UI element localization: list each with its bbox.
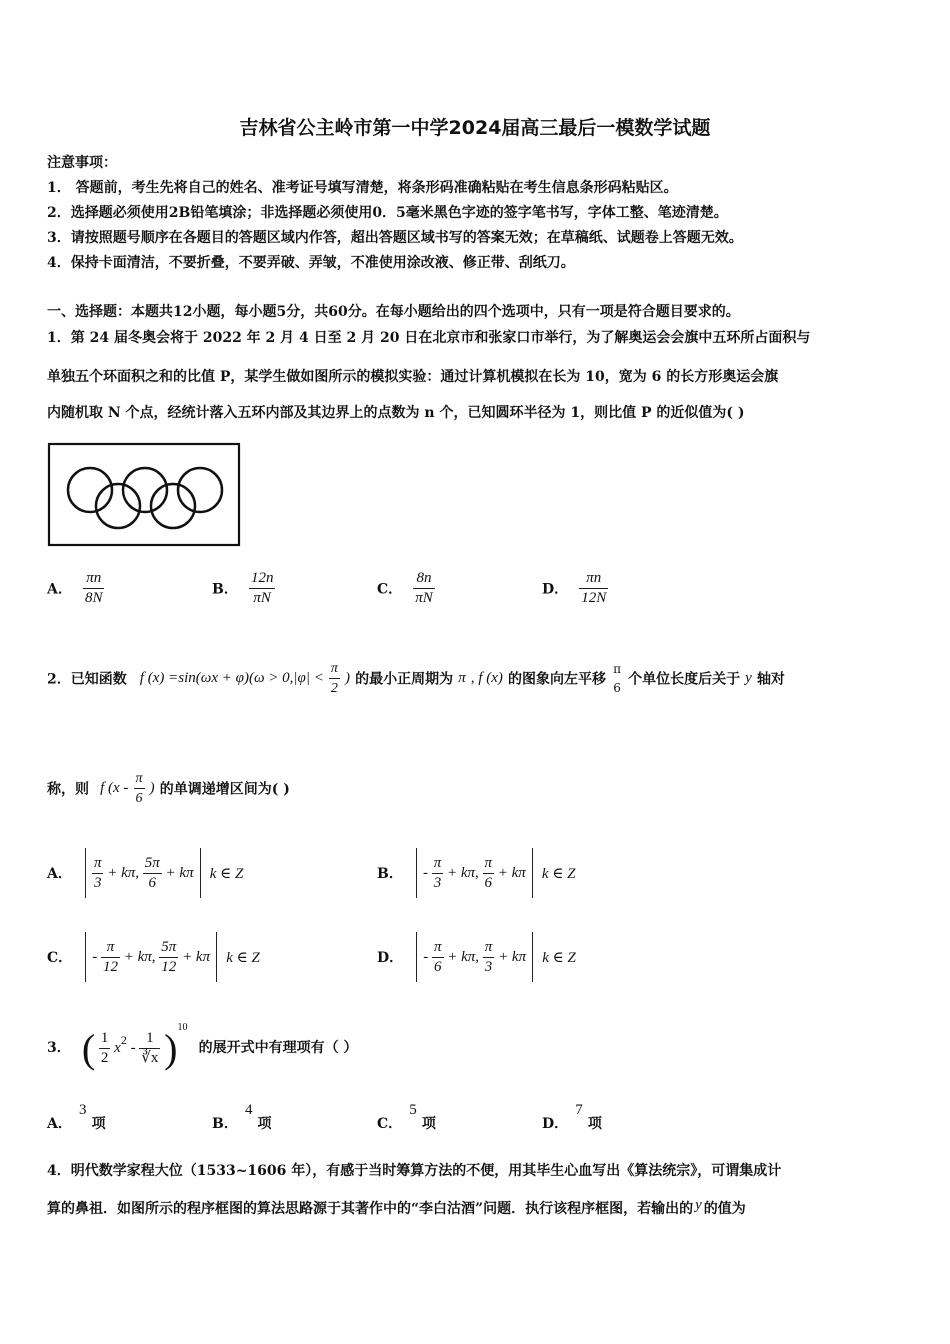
q1-line2: 单独五个环面积之和的比值 P，某学生做如图所示的模拟实验：通过计算机模拟在长为 10，宽为 6 的长方形奥运会旗 xyxy=(47,369,779,385)
notice-item-1: 1． 答题前，考生先将自己的姓名、准考证号填写清楚，将条形码准确粘贴在考生信息条形码粘贴区。 xyxy=(47,180,678,196)
q2-option-c[interactable]: C． - $\frac{\pi}{12}$ + kπ, $\frac{5\pi}{12}$ + kπ k ∈ Z xyxy=(47,932,260,982)
q2-option-b[interactable]: B． - $\frac{\pi}{3}$ + kπ, $\frac{\pi}{6}$ + kπ k ∈ Z xyxy=(377,848,576,898)
q1-option-a[interactable] xyxy=(47,570,104,607)
q2-option-a[interactable]: A． $\frac{\pi}{3}$ + kπ, $\frac{5\pi}{6}$ + kπ k ∈ Z xyxy=(47,848,243,898)
ring-5 xyxy=(151,484,195,528)
section-heading: 一、选择题：本题共12小题，每小题5分，共60分。在每小题给出的四个选项中，只有一项是符合题目要求的。 xyxy=(47,304,740,320)
option-label: D． xyxy=(542,581,569,598)
notice-item-3: 3．请按照题号顺序在各题目的答题区域内作答，超出答题区域书写的答案无效；在草稿纸、试题卷上答题无效。 xyxy=(47,230,743,246)
olympic-rings-figure xyxy=(47,442,242,548)
q1-option-b[interactable] xyxy=(212,570,275,607)
q3-option-d[interactable]: D． 7 项 xyxy=(542,1102,602,1132)
option-fraction: $\frac{\pi n}{8N}$ xyxy=(84,570,103,606)
page-title: 吉林省公主岭市第一中学2024届高三最后一模数学试题 xyxy=(239,117,711,139)
q4-line1: 4．明代数学家程大位（1533~1606 年），有感于当时筹算方法的不便，用其毕生心血写出《算法统宗》，可谓集成计 xyxy=(47,1163,782,1179)
q2-line1: 2．已知函数 f (x) =sin(ωx + φ)(ω > 0,|φ| < $\frac{\pi}{2}$ ) 的最小正周期为 π , f (x) 的图象向左平移 π 6 个单位长度后关于 y 轴对 xyxy=(47,661,785,696)
notice-item-2: 2．选择题必须使用2B铅笔填涂；非选择题必须使用0．5毫米黑色字迹的签字笔书写，字体工整、笔迹清楚。 xyxy=(47,205,728,221)
q2-line2: 称，则 f (x - $\frac{\pi}{6}$ ) 的单调递增区间为( ) xyxy=(47,771,290,806)
q1-option-d[interactable] xyxy=(542,570,608,607)
option-label: C． xyxy=(377,581,403,598)
q1-option-c[interactable] xyxy=(377,570,435,607)
q2-option-d[interactable]: D． - $\frac{\pi}{6}$ + kπ, $\frac{\pi}{3}$ + kπ k ∈ Z xyxy=(377,932,576,982)
ring-4 xyxy=(96,484,140,528)
q1-line3: 内随机取 N 个点，经统计落入五环内部及其边界上的点数为 n 个，已知圆环半径为 1，则比值 P 的近似值为( ) xyxy=(47,405,745,421)
ring-2 xyxy=(123,468,167,512)
q3-option-c[interactable]: C． 5 项 xyxy=(377,1102,436,1132)
q2-shift: π 6 xyxy=(613,661,621,695)
q3-expression: ( $\frac{1}{2}$ $x^2$ - $\frac{1}{∛x}$ )$^{10}$ xyxy=(81,1022,188,1072)
option-fraction: $\frac{8n}{\pi N}$ xyxy=(415,570,433,606)
q2-function: f (x) =sin(ωx + φ)(ω > 0,|φ| < xyxy=(139,670,324,686)
option-label: A． xyxy=(47,581,72,598)
option-fraction: $\frac{\pi n}{12N}$ xyxy=(581,570,607,606)
notice-heading: 注意事项： xyxy=(47,155,117,171)
ring-1 xyxy=(68,468,112,512)
ring-3 xyxy=(178,468,222,512)
option-fraction: $\frac{12n}{\pi N}$ xyxy=(250,570,274,606)
q4-line2: 算的鼻祖．如图所示的程序框图的算法思路源于其著作中的“李白沽酒”问题．执行该程序框图，若输出的 y 的值为 xyxy=(47,1197,746,1217)
q1-line1: 1．第 24 届冬奥会将于 2022 年 2 月 4 日至 2 月 20 日在北京市和张家口市举行，为了解奥运会会旗中五环所占面积与 xyxy=(47,330,811,346)
option-label: B． xyxy=(212,581,238,598)
q3-option-a[interactable]: A． 3 项 xyxy=(47,1102,106,1132)
notice-item-4: 4．保持卡面清洁，不要折叠，不要弄破、弄皱，不准使用涂改液、修正带、刮纸刀。 xyxy=(47,255,575,271)
q3-line: 3． ( $\frac{1}{2}$ $x^2$ - $\frac{1}{∛x}$ )$^{10}$ 的展开式中有理项有（ ） xyxy=(47,1022,358,1072)
q2-phi-bound: $\frac{\pi}{2}$ xyxy=(330,661,338,696)
q3-option-b[interactable]: B． 4 项 xyxy=(212,1102,272,1132)
